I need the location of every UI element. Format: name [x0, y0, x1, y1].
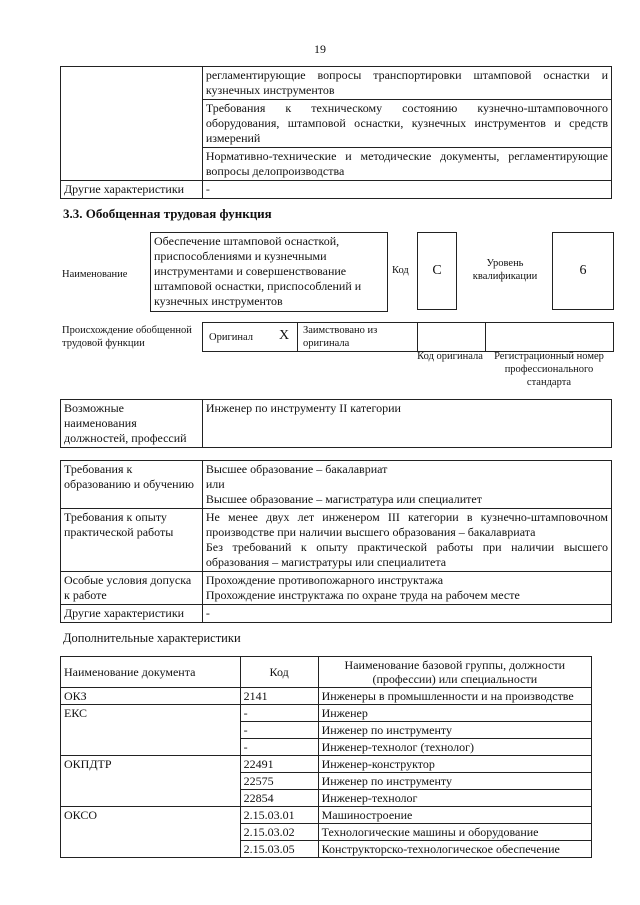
doc-cell: ОКЗ [61, 688, 241, 705]
original-label: Оригинал [209, 332, 253, 343]
table-row [61, 756, 592, 773]
origin-label: Происхождение обобщенной трудовой функции [62, 325, 192, 349]
table-row [61, 67, 612, 100]
other-characteristics-value: - [202, 181, 611, 199]
divider [485, 323, 486, 351]
requirement-label: Требования к образованию и обучению [61, 461, 203, 509]
code-cell: 22575 [240, 773, 318, 790]
table-row [61, 572, 612, 605]
page-number: 19 [314, 42, 326, 56]
requirement-label: Другие характеристики [61, 605, 203, 623]
table-row [61, 705, 592, 722]
table-row [61, 461, 612, 509]
positions-value: Инженер по инструменту II категории [202, 400, 611, 448]
positions-table [60, 399, 612, 448]
code-cell: 2.15.03.01 [240, 807, 318, 824]
code-cell: 22854 [240, 790, 318, 807]
requirements-table [60, 460, 612, 623]
requirement-value: Прохождение противопожарного инструктажа Прохождение инструктажа по охране труда на рабочем месте [202, 572, 611, 605]
function-code-box: С [417, 232, 457, 310]
code-label: Код [392, 265, 409, 276]
code-cell: 2141 [240, 688, 318, 705]
code-original-caption: Код оригинала [417, 351, 483, 362]
name-cell: Инженеры в промышленности и на производстве [318, 688, 591, 705]
table-cell-empty [61, 67, 203, 181]
name-cell: Технологические машины и оборудование [318, 824, 591, 841]
doc-cell: ОКПДТР [61, 756, 241, 807]
header-cell: Наименование базовой группы, должности (профессии) или специальности [318, 657, 591, 688]
doc-cell: ЕКС [61, 705, 241, 756]
table-row [61, 181, 612, 199]
name-cell: Инженер-конструктор [318, 756, 591, 773]
level-box: 6 [552, 232, 614, 310]
table-row [61, 688, 592, 705]
name-cell: Инженер по инструменту [318, 773, 591, 790]
other-characteristics-label: Другие характеристики [61, 181, 203, 199]
requirement-value: Высшее образование – бакалавриат или Высшее образование – магистратура или специалитет [202, 461, 611, 509]
reg-number-caption: Регистрационный номер профессионального стандарта [494, 351, 604, 388]
name-cell: Машиностроение [318, 807, 591, 824]
table-cell: регламентирующие вопросы транспортировки штамповой оснастки и кузнечных инструментов [202, 67, 611, 100]
table-row [61, 807, 592, 824]
level-label: Уровень квалификации [472, 258, 538, 282]
doc-cell: ОКСО [61, 807, 241, 858]
requirement-label: Особые условия допуска к работе [61, 572, 203, 605]
section-title: 3.3. Обобщенная трудовая функция [63, 206, 272, 221]
divider [417, 323, 418, 351]
header-cell: Наименование документа [61, 657, 241, 688]
table-cell: Требования к техническому состоянию кузнечно-штамповочного оборудования, штамповой оснастки, кузнечных инструментов и средств измерений [202, 100, 611, 148]
divider [297, 323, 298, 351]
name-cell: Инженер-технолог (технолог) [318, 739, 591, 756]
name-cell: Инженер [318, 705, 591, 722]
knowledge-table [60, 66, 612, 199]
extra-title: Дополнительные характеристики [63, 631, 241, 645]
additional-table [60, 656, 592, 858]
table-row [61, 605, 612, 623]
name-cell: Инженер по инструменту [318, 722, 591, 739]
original-mark: X [279, 328, 290, 343]
origin-row [202, 322, 614, 352]
name-label: Наименование [62, 269, 128, 280]
requirement-value: - [202, 605, 611, 623]
code-cell: - [240, 739, 318, 756]
table-row [61, 400, 612, 448]
requirement-label: Требования к опыту практической работы [61, 509, 203, 572]
table-header-row [61, 657, 592, 688]
function-name-box: Обеспечение штамповой оснасткой, приспособлениями и кузнечными инструментами и совершенствование штамповой оснастки, приспособлений и кузнечных инструментов [150, 232, 388, 312]
code-cell: 2.15.03.02 [240, 824, 318, 841]
borrowed-label: Заимствовано из оригинала [303, 325, 378, 349]
header-cell: Код [240, 657, 318, 688]
code-cell: - [240, 705, 318, 722]
requirement-value: Не менее двух лет инженером III категории в кузнечно-штамповочном производстве при наличии высшего образования – бакалавриата Без требований к опыту практической работы при наличии высшего образования – магистратуры или специалитета [202, 509, 611, 572]
code-cell: 22491 [240, 756, 318, 773]
name-cell: Конструкторско-технологическое обеспечение [318, 841, 591, 858]
name-cell: Инженер-технолог [318, 790, 591, 807]
code-cell: - [240, 722, 318, 739]
code-cell: 2.15.03.05 [240, 841, 318, 858]
table-cell: Нормативно-технические и методические документы, регламентирующие вопросы делопроизводства [202, 148, 611, 181]
positions-label: Возможные наименования должностей, профессий [61, 400, 203, 448]
table-row [61, 509, 612, 572]
